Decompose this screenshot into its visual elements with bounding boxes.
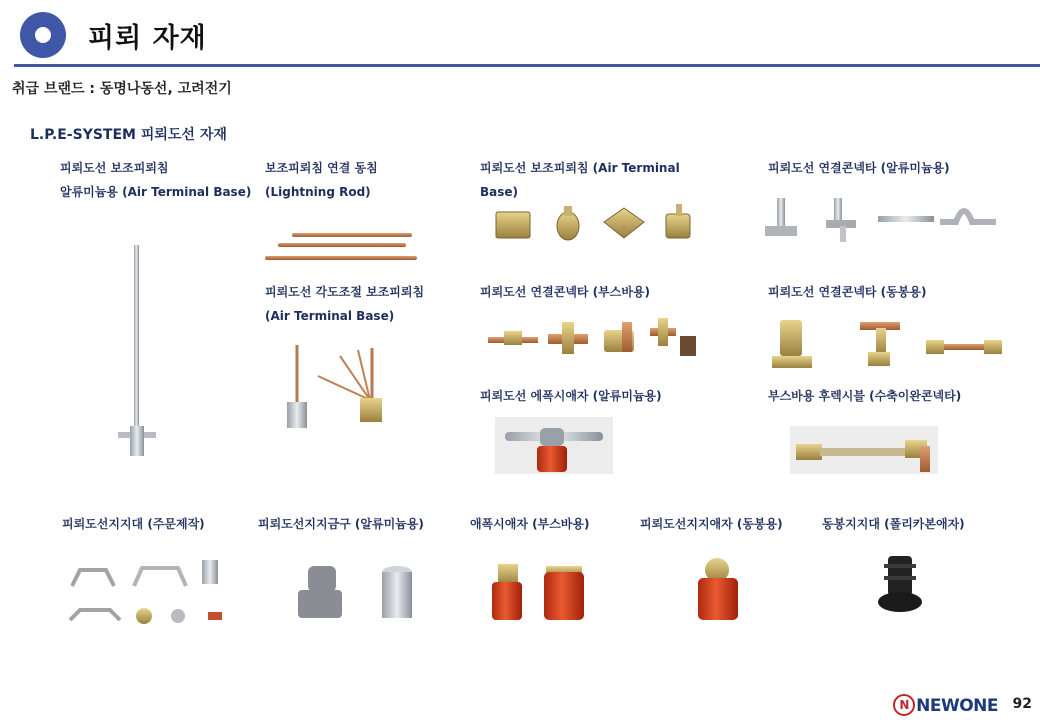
angle-terminal-image bbox=[287, 345, 382, 428]
air-terminal-base-image bbox=[496, 204, 690, 240]
air-terminal-rod-image bbox=[118, 245, 156, 456]
section-title: L.P.E-SYSTEM 피뢰도선 자재 bbox=[30, 127, 227, 143]
product-label-epoxy-insulator-aluminum: 피뢰도선 에폭시애자 (알류미늄용) bbox=[480, 389, 662, 403]
product-label-connector-aluminum: 피뢰도선 연결콘넥타 (알류미늄용) bbox=[768, 161, 950, 175]
connector-aluminum-image bbox=[765, 198, 996, 242]
page-number: 92 bbox=[1012, 696, 1032, 712]
product-label-lightning-rod: 보조피뢰침 연결 동침 (Lightning Rod) bbox=[265, 161, 378, 199]
support-custom-image bbox=[70, 560, 222, 624]
product-label-connector-busbar: 피뢰도선 연결콘넥타 (부스바용) bbox=[480, 285, 651, 299]
epoxy-insulator-aluminum-image bbox=[495, 417, 613, 474]
support-fitting-image bbox=[298, 566, 412, 618]
support-insulator-copper-image bbox=[698, 558, 738, 620]
product-label-support-insulator-copper: 피뢰도선지지애자 (동봉용) bbox=[640, 517, 783, 531]
product-label-air-terminal-base: 피뢰도선 보조피뢰침 (Air Terminal Base) bbox=[480, 161, 680, 199]
product-label-support-custom: 피뢰도선지지대 (주문제작) bbox=[62, 517, 205, 531]
product-label-busbar-flexible: 부스바용 후렉시블 (수축이완콘넥타) bbox=[768, 389, 962, 403]
product-label-air-terminal-aluminum: 피뢰도선 보조피뢰침 알류미늄용 (Air Terminal Base) bbox=[60, 161, 252, 199]
newone-logo-icon: N bbox=[893, 694, 915, 716]
product-label-epoxy-insulator-busbar: 애폭시애자 (부스바용) bbox=[470, 517, 590, 531]
lightning-rod-image bbox=[265, 233, 417, 260]
brand-line: 취급 브랜드 : 동명나동선, 고려전기 bbox=[12, 81, 232, 97]
epoxy-insulator-busbar-image bbox=[492, 564, 584, 620]
connector-busbar-image bbox=[488, 318, 696, 356]
connector-copper-rod-image bbox=[772, 320, 1002, 368]
product-label-connector-copper-rod: 피뢰도선 연결콘넥타 (동봉용) bbox=[768, 285, 927, 299]
product-label-angle-adjustable-terminal: 피뢰도선 각도조절 보조피뢰침 (Air Terminal Base) bbox=[265, 285, 425, 323]
product-label-copper-rod-support: 동봉지지대 (폴리카본애자) bbox=[822, 517, 965, 531]
busbar-flexible-image bbox=[790, 426, 938, 474]
page-title: 피뢰 자재 bbox=[88, 23, 207, 54]
newone-logo: N NEWONE bbox=[893, 694, 998, 716]
product-label-support-fitting: 피뢰도선지지금구 (알류미늄용) bbox=[258, 517, 424, 531]
copper-rod-support-image bbox=[878, 556, 922, 612]
